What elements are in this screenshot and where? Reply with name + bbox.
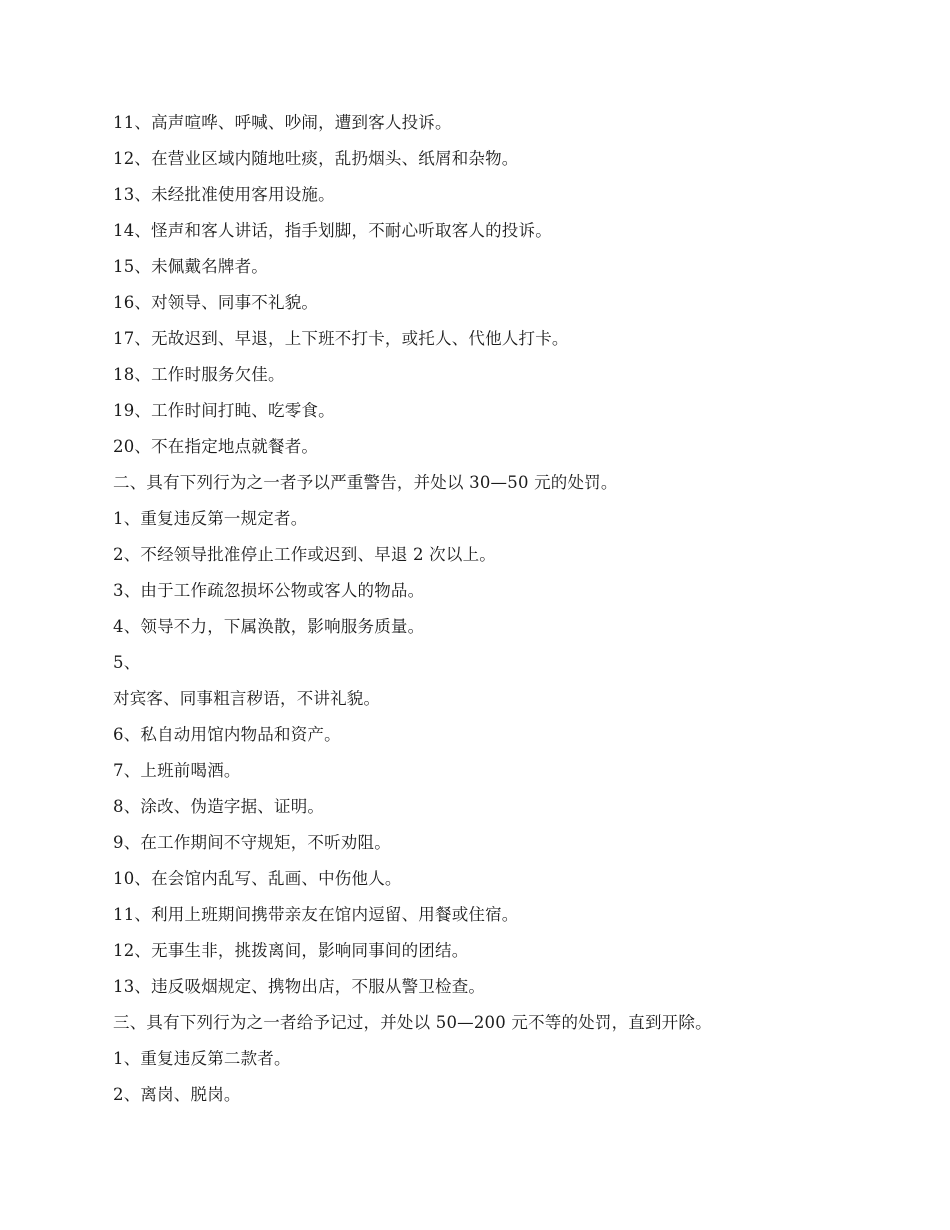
rule-line: 17、无故迟到、早退，上下班不打卡，或托人、代他人打卡。	[113, 329, 569, 348]
rule-line: 13、违反吸烟规定、携物出店，不服从警卫检查。	[113, 977, 486, 996]
document-body	[113, 105, 873, 1113]
rule-line: 9、在工作期间不守规矩，不听劝阻。	[113, 833, 391, 852]
rule-line: 3、由于工作疏忽损坏公物或客人的物品。	[113, 581, 425, 600]
rule-line: 19、工作时间打盹、吃零食。	[113, 401, 335, 420]
rule-line: 15、未佩戴名牌者。	[113, 257, 268, 276]
rule-line: 1、重复违反第二款者。	[113, 1049, 291, 1068]
rule-line: 14、怪声和客人讲话，指手划脚，不耐心听取客人的投诉。	[113, 221, 552, 240]
rule-line: 2、离岗、脱岗。	[113, 1085, 241, 1104]
rule-line: 13、未经批准使用客用设施。	[113, 185, 335, 204]
rule-line: 11、高声喧哗、呼喊、吵闹，遭到客人投诉。	[113, 113, 452, 132]
rule-line: 2、不经领导批准停止工作或迟到、早退 2 次以上。	[113, 545, 496, 564]
rule-line: 11、利用上班期间携带亲友在馆内逗留、用餐或住宿。	[113, 905, 519, 924]
rule-line: 对宾客、同事粗言秽语，不讲礼貌。	[113, 689, 381, 708]
rule-line: 10、在会馆内乱写、乱画、中伤他人。	[113, 869, 402, 888]
rule-line: 6、私自动用馆内物品和资产。	[113, 725, 341, 744]
rule-line: 12、无事生非，挑拨离间，影响同事间的团结。	[113, 941, 469, 960]
rule-line: 20、不在指定地点就餐者。	[113, 437, 319, 456]
rule-line: 8、涂改、伪造字据、证明。	[113, 797, 325, 816]
rule-line: 5、	[113, 653, 141, 672]
section-heading: 二、具有下列行为之一者予以严重警告，并处以 30—50 元的处罚。	[113, 473, 618, 492]
section-heading: 三、具有下列行为之一者给予记过，并处以 50—200 元不等的处罚，直到开除。	[113, 1013, 712, 1032]
rule-line: 7、上班前喝酒。	[113, 761, 241, 780]
rule-line: 16、对领导、同事不礼貌。	[113, 293, 319, 312]
rule-line: 4、领导不力，下属涣散，影响服务质量。	[113, 617, 425, 636]
rule-line: 18、工作时服务欠佳。	[113, 365, 285, 384]
rule-line: 1、重复违反第一规定者。	[113, 509, 308, 528]
rule-line: 12、在营业区域内随地吐痰，乱扔烟头、纸屑和杂物。	[113, 149, 519, 168]
